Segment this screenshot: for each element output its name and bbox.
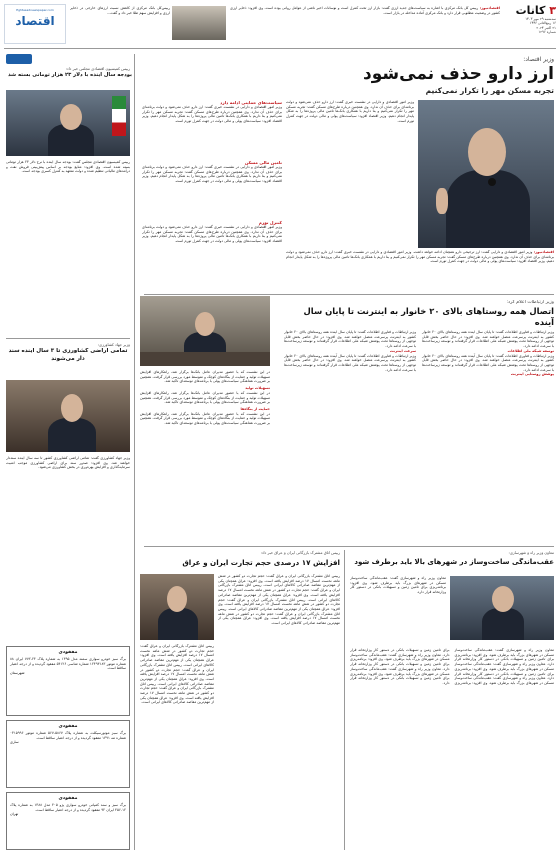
housing-body <box>350 648 554 850</box>
trade-body <box>218 574 340 850</box>
date-line: ۲۱ اکتبر ۲۰۲۴ <box>536 25 556 30</box>
lead-side-head: کنترل تورم <box>258 220 282 225</box>
caption-more: وزیر امور اقتصادی و دارایی در نشست خبری گفت: ارز دارو حذف نمی‌شود و دولت برنامه‌ای برای حذف آن ندارد. وی همچنین درباره طرح‌های مسکن گفت: تجربه مسکن مهر را تکرار نمی‌کنیم و بنا داریم با همکاری بانک‌ها تامین مالی پروژه‌ها را به شکل پایدار انجام دهیم. وزیر اقتصاد افزود: سیاست‌های پولی و مالی دولت در جهت کنترل تورم است. <box>286 250 554 264</box>
caption-marker: اقتصادنیوز: <box>533 250 554 254</box>
notice-place: تهران <box>10 812 19 817</box>
caption-text: وزیر امور اقتصادی و دارایی گفت: ارز ترجیحی دارو همچنان ادامه خواهد داشت. <box>412 250 533 254</box>
internet-text: وزیر ارتباطات و فناوری اطلاعات گفت: تا پایان سال آینده همه روستاهای بالای ۲۰ خانوار کشور به اینترنت پرسرعت متصل خواهند شد. وی افزود: در حال حاضر بخش قابل توجهی از روستاها تحت پوشش شبکه ملی اطلاعات قرار گرفته‌اند و توسعه زیرساخت‌ها با سرعت ادامه دارد. <box>422 330 554 349</box>
budget-photo <box>6 90 130 156</box>
notice-box-2 <box>6 720 130 788</box>
notice-box-3 <box>6 792 130 850</box>
agri-kicker: وزیر جهاد کشاورزی: <box>97 342 130 347</box>
logo-text: اقتصاد <box>15 14 55 28</box>
center-text: در این نشست که با حضور مدیران عامل بانک‌ها برگزار شد، راهکارهای افزایش تسهیلات تولید و حمایت از بنگاه‌های کوچک و متوسط مورد بررسی قرار گرفت. همچنین بر ضرورت هماهنگی سیاست‌های پولی با برنامه‌های توسعه‌ای تاکید شد. <box>140 370 270 384</box>
agri-body: وزیر جهاد کشاورزی گفت: تمامی اراضی کشاورزی کشور تا سه سال آینده سنددار خواهند شد. وی افزود: صدور سند برای اراضی کشاورزی موجب امنیت سرمایه‌گذاری و افزایش بهره‌وری در بخش کشاورزی می‌شود. <box>6 456 130 470</box>
left-column-divider <box>134 54 135 850</box>
lead-kicker: وزیر اقتصاد: <box>523 56 554 63</box>
brand-logo <box>504 4 556 17</box>
teaser-photo <box>172 6 226 40</box>
center-photo <box>140 296 270 366</box>
trade-body-left <box>140 644 214 850</box>
housing-body-top <box>350 576 446 644</box>
internet-kicker: وزیر ارتباطات اعلام کرد: <box>506 300 554 305</box>
center-body <box>140 370 270 542</box>
issue-number: شماره ۱۲۹۶ <box>538 30 556 35</box>
lead-caption <box>286 250 554 290</box>
masthead-brand <box>504 4 556 44</box>
lead-side-head: تامین مالی مسکن <box>244 160 282 165</box>
housing-text: معاون وزیر راه و شهرسازی گفت: عقب‌ماندگی ساخت‌وساز مسکن در شهرهای بزرگ باید برطرف شود. وی افزود: برنامه‌ریزی برای تامین زمین و تسهیلات بانکی در دستور کار وزارتخانه قرار دارد. <box>350 666 450 685</box>
lead-side-text: وزیر امور اقتصادی و دارایی در نشست خبری گفت: ارز دارو حذف نمی‌شود و دولت برنامه‌ای برای حذف آن ندارد. وی همچنین درباره طرح‌های مسکن گفت: تجربه مسکن مهر را تکرار نمی‌کنیم و بنا داریم با همکاری بانک‌ها تامین مالی پروژه‌ها را به شکل پایدار انجام دهیم. وزیر اقتصاد افزود: سیاست‌های پولی و مالی دولت در جهت کنترل تورم است. <box>142 105 282 124</box>
trade-text: رییس اتاق مشترک بازرگانی ایران و عراق گفت: حجم تجارت دو کشور در شش ماهه نخست امسال ۱۷ درصد افزایش یافته است. وی افزود: عراق همچنان یکی از مهم‌ترین مقاصد صادراتی کالاهای ایرانی است. <box>218 583 340 602</box>
notice-title: مفقودی <box>58 724 78 729</box>
internet-text: وزیر ارتباطات و فناوری اطلاعات گفت: تا پایان سال آینده همه روستاهای بالای ۲۰ خانوار کشور به اینترنت پرسرعت متصل خواهند شد. وی افزود: در حال حاضر بخش قابل توجهی از روستاها تحت پوشش شبکه ملی اطلاعات قرار گرفته‌اند و توسعه زیرساخت‌ها با سرعت ادامه دارد. <box>284 330 416 349</box>
agri-headline: تمامی اراضی کشاورزی تا ۳ سال آینده سند دار می‌شوند <box>8 348 128 362</box>
trade-photo <box>140 574 214 640</box>
internet-side-head: پوشش روستایی اینترنت <box>510 372 554 377</box>
issue-info <box>504 17 556 35</box>
housing-text: معاون وزیر راه و شهرسازی گفت: عقب‌ماندگی ساخت‌وساز مسکن در شهرهای بزرگ باید برطرف شود. وی افزود: برنامه‌ریزی برای تامین زمین و تسهیلات بانکی در دستور کار وزارتخانه قرار دارد. <box>454 648 554 667</box>
date-line: ۱۶ ربیع‌الثانی ۱۴۴۶ <box>529 21 556 26</box>
internet-text: وزیر ارتباطات و فناوری اطلاعات گفت: تا پایان سال آینده همه روستاهای بالای ۲۰ خانوار کشور به اینترنت پرسرعت متصل خواهند شد. وی افزود: در حال حاضر بخش قابل توجهی از روستاها تحت پوشش شبکه ملی اطلاعات قرار گرفته‌اند و توسعه زیرساخت‌ها با سرعت ادامه دارد. <box>284 353 416 372</box>
logo-url: Eghtesadnewspaper.com <box>16 8 54 12</box>
internet-headline: اتصال همه روستاهای بالای ۲۰ خانوار به اینترنت تا پایان سال آینده <box>303 306 554 327</box>
center-side-head: حمایت از بنگاه‌ها <box>240 406 270 411</box>
housing-text: معاون وزیر راه و شهرسازی گفت: عقب‌ماندگی ساخت‌وساز مسکن در شهرهای بزرگ باید برطرف شود. وی افزود: برنامه‌ریزی برای تامین زمین و تسهیلات بانکی در دستور کار وزارتخانه قرار دارد. <box>350 652 450 671</box>
housing-text: معاون وزیر راه و شهرسازی گفت: عقب‌ماندگی ساخت‌وساز مسکن در شهرهای بزرگ باید برطرف شود. وی افزود: برنامه‌ریزی برای تامین زمین و تسهیلات بانکی در دستور کار وزارتخانه قرار دارد. <box>350 576 446 595</box>
notice-title: مفقودی <box>58 650 78 655</box>
housing-text: معاون وزیر راه و شهرسازی گفت: عقب‌ماندگی ساخت‌وساز مسکن در شهرهای بزرگ باید برطرف شود. وی افزود: برنامه‌ریزی برای تامین زمین و تسهیلات بانکی در دستور کار وزارتخانه قرار دارد. <box>454 662 554 681</box>
lead-text: رییس کل بانک مرکزی با اشاره به سیاست‌های جدید ارزی گفت: بازار ارز تحت کنترل است و نوسانات اخیر ناشی از عوامل روانی بوده است. وی افزود: ذخایر ارزی کشور در وضعیت مطلوبی قرار دارد و بانک مرکزی آماده مداخله در بازار است. <box>230 6 500 15</box>
lead-subhead: تجربه مسکن مهر را تکرار نمی‌کنیم <box>425 86 554 95</box>
notice-box-1 <box>6 646 130 716</box>
brand-name: کانات <box>515 4 546 17</box>
mid-divider <box>144 546 554 547</box>
housing-headline: عقب‌ماندگی ساخت‌وساز در شهرهای بالا باید برطرف شود <box>354 558 554 566</box>
bottom-column-divider <box>344 550 345 850</box>
trade-text: رییس اتاق مشترک بازرگانی ایران و عراق گفت: حجم تجارت دو کشور در شش ماهه نخست امسال ۱۷ درصد افزایش یافته است. وی افزود: عراق همچنان یکی از مهم‌ترین مقاصد صادراتی کالاهای ایرانی است. <box>218 606 340 626</box>
agri-photo <box>6 380 130 452</box>
notice-title: مفقودی <box>58 796 78 801</box>
notice-place: ساری <box>10 740 19 745</box>
trade-headline: افزایش ۱۷ درصدی حجم تجارت ایران و عراق <box>182 558 340 567</box>
lead-source: اقتصادنیوز: <box>479 6 500 10</box>
budget-body: رییس کمیسیون اقتصادی مجلس گفت: بودجه سال آینده با نرخ دلار ۲۳ هزار تومانی بسته شده است. وی افزود: منابع بودجه بر اساس پیش‌بینی فروش نفت و درآمدهای مالیاتی تنظیم شده و دولت متعهد به کنترل کسری بودجه است. <box>6 160 130 174</box>
budget-headline: بودجه سال آینده با دلار ۲۳ هزار تومانی بسته شد <box>8 72 132 78</box>
notice-body: برگ سبز و سند کمپانی خودرو سواری پژو ۴۰۵ مدل ۱۳۸۸ به شماره پلاک ۱۲-۴۵۶ ایران ۹۲ مفقود گردیده و از درجه اعتبار ساقط است. <box>10 803 126 812</box>
trade-kicker: رییس اتاق مشترک بازرگانی ایران و عراق خبر داد: <box>260 550 340 555</box>
internet-text: وزیر ارتباطات و فناوری اطلاعات گفت: تا پایان سال آینده همه روستاهای بالای ۲۰ خانوار کشور به اینترنت پرسرعت متصل خواهند شد. وی افزود: در حال حاضر بخش قابل توجهی از روستاها تحت پوشش شبکه ملی اطلاعات قرار گرفته‌اند و توسعه زیرساخت‌ها با سرعت ادامه دارد. <box>422 353 554 372</box>
lead-side-column <box>142 100 282 290</box>
trade-text: رییس اتاق مشترک بازرگانی ایران و عراق گفت: حجم تجارت دو کشور در شش ماهه نخست امسال ۱۷ درصد افزایش یافته است. وی افزود: عراق همچنان یکی از مهم‌ترین مقاصد صادراتی کالاهای ایرانی است. <box>140 644 214 667</box>
lead-photo <box>418 100 554 248</box>
lead-body: وزیر امور اقتصادی و دارایی در نشست خبری گفت: ارز دارو حذف نمی‌شود و دولت برنامه‌ای برای حذف آن ندارد. وی همچنین درباره طرح‌های مسکن گفت: تجربه مسکن مهر را تکرار نمی‌کنیم و بنا داریم با همکاری بانک‌ها تامین مالی پروژه‌ها را به شکل پایدار انجام دهیم. وزیر اقتصاد افزود: سیاست‌های پولی و مالی دولت در جهت کنترل تورم است. <box>286 100 414 123</box>
housing-text: معاون وزیر راه و شهرسازی گفت: عقب‌ماندگی ساخت‌وساز مسکن در شهرهای بزرگ باید برطرف شود. وی افزود: برنامه‌ریزی برای تامین زمین و تسهیلات بانکی در دستور کار وزارتخانه قرار دارد. <box>350 648 554 685</box>
notice-body: برگ سبز موتورسیکلت به شماره پلاک ۵۸۶۷-۵۶۷ شماره موتور ۰۳۱۵۹۹۶ شماره تنه ۱۳۹۱ مفقود گردیده و از درجه اعتبار ساقط است. <box>10 731 126 740</box>
trade-text: رییس اتاق مشترک بازرگانی ایران و عراق گفت: حجم تجارت دو کشور در شش ماهه نخست امسال ۱۷ درصد افزایش یافته است. وی افزود: عراق همچنان یکی از مهم‌ترین مقاصد صادراتی کالاهای ایرانی است. <box>218 597 340 611</box>
masthead-teaser: رییس‌کل بانک مرکزی از کاهش نسبت ارزهای خارجی در ذخایر ارزی و افزایش سهم طلا خبر داد و گفت... <box>70 6 170 15</box>
budget-kicker: رییس کمیسیون اقتصادی مجلس خبر داد: <box>65 66 130 71</box>
center-text: در این نشست که با حضور مدیران عامل بانک‌ها برگزار شد، راهکارهای افزایش تسهیلات تولید و حمایت از بنگاه‌های کوچک و متوسط مورد بررسی قرار گرفت. همچنین بر ضرورت هماهنگی سیاست‌های پولی با برنامه‌های توسعه‌ای تاکید شد. <box>140 390 270 405</box>
lead-side-text: وزیر امور اقتصادی و دارایی در نشست خبری گفت: ارز دارو حذف نمی‌شود و دولت برنامه‌ای برای حذف آن ندارد. وی همچنین درباره طرح‌های مسکن گفت: تجربه مسکن مهر را تکرار نمی‌کنیم و بنا داریم با همکاری بانک‌ها تامین مالی پروژه‌ها را به شکل پایدار انجام دهیم. وزیر اقتصاد افزود: سیاست‌های پولی و مالی دولت در جهت کنترل تورم است. <box>142 225 282 244</box>
internet-body <box>284 330 554 542</box>
eghtesad-logo <box>4 4 66 44</box>
brand-number: ۳ <box>549 4 556 17</box>
masthead-divider <box>4 48 556 49</box>
trade-text: رییس اتاق مشترک بازرگانی ایران و عراق گفت: حجم تجارت دو کشور در شش ماهه نخست امسال ۱۷ درصد افزایش یافته است. وی افزود: عراق همچنان یکی از مهم‌ترین مقاصد صادراتی کالاهای ایرانی است. <box>140 662 214 686</box>
masthead-lead <box>230 6 500 46</box>
notice-body: برگ سبز خودرو سواری سمند مدل ۱۳۹۵ به شماره پلاک ۲۴-۷۷۲ ایران ۸۸ شماره موتور ۱۲۴۹۳۱۸۳ شماره شاسی ۵۴۱۲۶ مفقود گردیده و از درجه اعتبار ساقط است. <box>10 657 127 671</box>
lead-side-head: سیاست‌های حمایتی ادامه دارد <box>220 100 282 105</box>
internet-side-head: توسعه شبکه ملی اطلاعات <box>507 348 554 353</box>
lead-side-text: وزیر امور اقتصادی و دارایی در نشست خبری گفت: ارز دارو حذف نمی‌شود و دولت برنامه‌ای برای حذف آن ندارد. وی همچنین درباره طرح‌های مسکن گفت: تجربه مسکن مهر را تکرار نمی‌کنیم و بنا داریم با همکاری بانک‌ها تامین مالی پروژه‌ها را به شکل پایدار انجام دهیم. وزیر اقتصاد افزود: سیاست‌های پولی و مالی دولت در جهت کنترل تورم است. <box>142 165 282 184</box>
trade-text: رییس اتاق مشترک بازرگانی ایران و عراق گفت: حجم تجارت دو کشور در شش ماهه نخست امسال ۱۷ درصد افزایش یافته است. وی افزود: عراق همچنان یکی از مهم‌ترین مقاصد صادراتی کالاهای ایرانی است. <box>140 681 214 705</box>
lead-headline: ارز دارو حذف نمی‌شود <box>363 64 554 84</box>
trade-text: رییس اتاق مشترک بازرگانی ایران و عراق گفت: حجم تجارت دو کشور در شش ماهه نخست امسال ۱۷ درصد افزایش یافته است. وی افزود: عراق همچنان یکی از مهم‌ترین مقاصد صادراتی کالاهای ایرانی است. <box>218 574 340 588</box>
internet-side-head: سرعت اینترنت <box>389 348 416 353</box>
notice-place: شهرستان <box>10 671 25 676</box>
budget-logo-badge <box>6 54 32 64</box>
housing-photo <box>450 576 554 640</box>
housing-kicker: معاون وزیر راه و شهرسازی: <box>508 550 554 555</box>
date-line: سه‌شنبه ۲۹ مهر ۱۴۰۳ <box>525 17 556 21</box>
center-text: در این نشست که با حضور مدیران عامل بانک‌ها برگزار شد، راهکارهای افزایش تسهیلات تولید و حمایت از بنگاه‌های کوچک و متوسط مورد بررسی قرار گرفت. همچنین بر ضرورت هماهنگی سیاست‌های پولی با برنامه‌های توسعه‌ای تاکید شد. <box>140 411 270 426</box>
lead-divider <box>144 294 554 295</box>
left-divider-1 <box>6 338 130 339</box>
center-side-head: تسهیلات تولید <box>245 386 270 391</box>
